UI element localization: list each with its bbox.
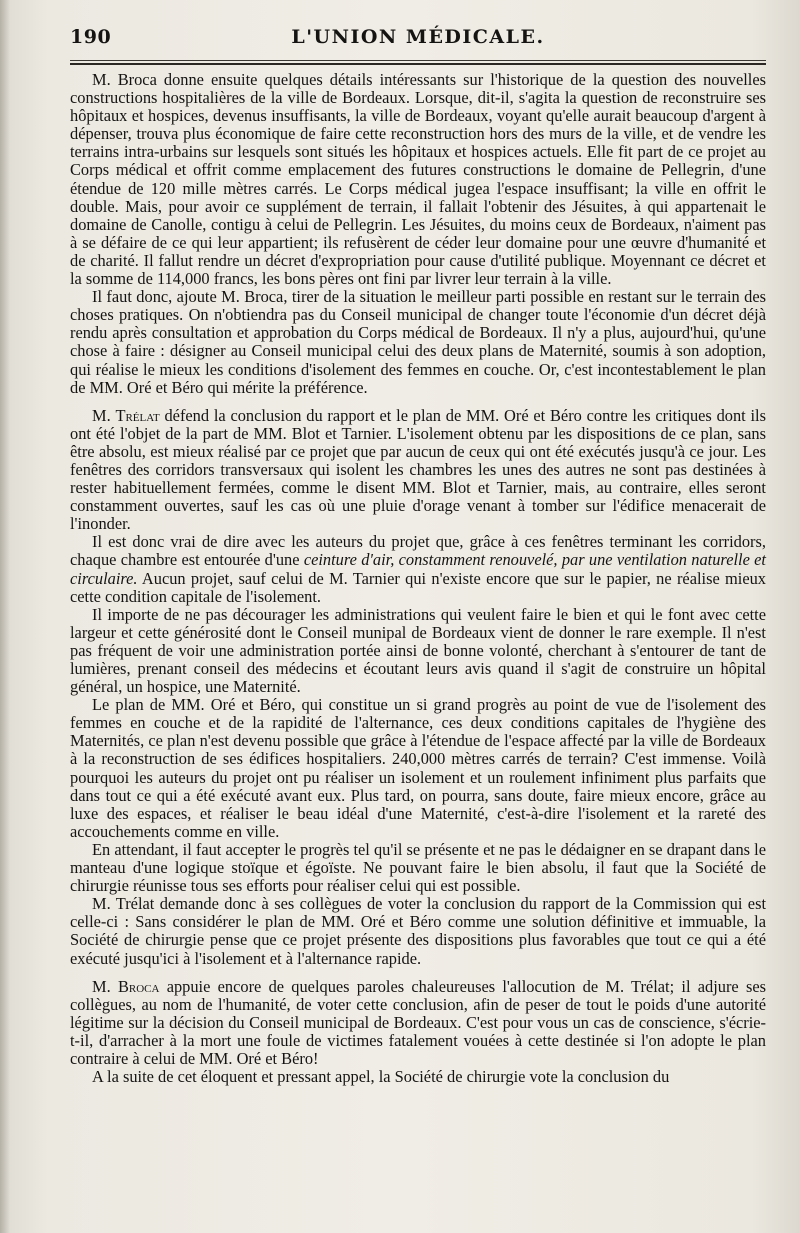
header-rule bbox=[70, 60, 766, 65]
text-run: Il importe de ne pas décourager les administrations qui veulent faire le bien et qui le font avec cette largeur et cette générosité dont le Conseil munipal de Bordeaux vient de donner le rare exemple. Il n'est pas fréquent de voir une administration portée ainsi de bonne volonté, cherchant à s'entourer de tant de lumières, prenant conseil des médecins et écoutant leurs avis quand il s'agit de construire un hôpital général, un hospice, une Maternité. bbox=[70, 604, 766, 697]
page-number: 190 bbox=[70, 26, 112, 48]
italic-quote: ceinture d'air, constamment renouvelé, par une ventilation naturelle et circulaire. bbox=[70, 550, 766, 588]
paragraph bbox=[70, 533, 766, 605]
paragraph bbox=[70, 895, 766, 967]
binding-shadow bbox=[0, 0, 10, 1233]
paragraph bbox=[70, 288, 766, 397]
text-run: appuie encore de quelques paroles chaleureuses l'allocution de M. Trélat; il adjure ses collègues, au nom de l'humanité, de voter cette conclusion, afin de peser de tout le poids d'une autorité légitime sur la décision du Conseil municipal de Bordeaux. C'est pour vous un cas de conscience, s'écrie-t-il, d'arracher à la mort une foule de victimes fatalement vouées à cette destinée si l'on adopte le plan contraire à celui de MM. Oré et Béro! bbox=[70, 976, 766, 1068]
text-run: M. bbox=[92, 405, 116, 425]
speaker-name: Broca bbox=[117, 976, 160, 996]
text-run: M. Broca donne ensuite quelques détails intéressants sur l'historique de la question des nouvelles constructions hospitalières de la ville de Bordeaux. Lorsque, dit-il, s'agita la question de reconstruire ses hôpitaux et hospices, devenus insuffisants, la ville de Bordeaux, voyant qu'elle aurait beaucoup d'argent à dépenser, trouva plus économique de faire cette reconstruction hors des murs de la ville, et de vendre les terrains intra-urbains sur lesquels sont situés les hôpitaux et hospices actuels. Elle fit part de ce projet au Corps médical et offrit comme emplacement des futures constructions le domaine de Pellegrin, d'une étendue de 120 mille mètres carrés. Le Corps médical jugea l'espace insuffisant; la ville en offrit le double. Mais, pour avoir ce supplément de terrain, il fallait l'obtenir des Jésuites, à qui appartenait le domaine de Canolle, contigu à celui de Pellegrin. Les Jésuites, du moins ceux de Bordeaux, n'aiment pas à se défaire de ce qui leur appartient; ils refusèrent de céder leur domaine pour une œuvre d'humanité et de charité. Il fallut rendre un décret d'expropriation pour cause d'utilité publique. Moyennant ce décret et la somme de 114,000 francs, les bons pères ont fini par livrer leur terrain à la ville. bbox=[70, 70, 766, 289]
text-run: M. Trélat demande donc à ses collègues de voter la conclusion du rapport de la Commission qui est celle-ci : Sans considérer le plan de MM. Oré et Béro comme une solution définitive et immuable, la Société de chirurgie pense que ce projet présente des dispositions plus favorables que tout ce qui a été exécuté jusqu'ici à l'isolement et à l'alternance rapide. bbox=[70, 894, 766, 968]
paragraph bbox=[70, 978, 766, 1068]
text-run: défend la conclusion du rapport et le plan de MM. Oré et Béro contre les critiques dont ils ont été l'objet de la part de MM. Blot et Tarnier. L'isolement obtenu par les dispositions de ce plan, sans être absolu, est mieux réalisé par ce projet que par aucun de ceux qui ont été exécutés jusqu'à ce jour. Les fenêtres des corridors transversaux qui isolent les chambres les unes des autres ne sont pas destinées à rester habituellement fermées, comme le disent MM. Blot et Tarnier, mais, au contraire, elles seront constamment ouvertes, sauf les cas où une pluie d'orage venant à tomber sur l'édifice menacerait de l'inonder. bbox=[70, 405, 766, 534]
paragraph bbox=[70, 1068, 766, 1086]
paragraph bbox=[70, 696, 766, 841]
paragraph bbox=[70, 606, 766, 696]
paragraph bbox=[70, 407, 766, 534]
speaker-name: Trélat bbox=[115, 405, 160, 425]
paragraph bbox=[70, 841, 766, 895]
text-run: Aucun projet, sauf celui de M. Tarnier qui n'existe encore que sur le papier, ne réalise mieux cette condition capitale de l'isolement. bbox=[70, 568, 766, 606]
text-run: M. bbox=[92, 976, 118, 996]
text-run: En attendant, il faut accepter le progrès tel qu'il se présente et ne pas le dédaigner en se drapant dans le manteau d'une logique stoïque et égoïste. Ne pouvant faire le bien absolu, il faut que la Société de chirurgie réunisse tous ses efforts pour réaliser celui qui est possible. bbox=[70, 839, 766, 896]
text-run: Il faut donc, ajoute M. Broca, tirer de la situation le meilleur parti possible en restant sur le terrain des choses pratiques. On n'obtiendra pas du Conseil municipal de changer toute l'économie d'un décret déjà rendu après consultation et approbation du Corps médical de Bordeaux. Il n'y a plus, aujourd'hui, qu'une chose à faire : désigner au Conseil municipal celui des deux plans de Maternité, soumis à son adoption, qui réalise le mieux les conditions d'isolement des femmes en couche. Or, c'est incontestablement le plan de MM. Oré et Béro qui mérite la préférence. bbox=[70, 287, 766, 397]
paragraph bbox=[70, 71, 766, 288]
text-run: A la suite de cet éloquent et pressant appel, la Société de chirurgie vote la conclusion du bbox=[92, 1067, 670, 1087]
text-run: Il est donc vrai de dire avec les auteurs du projet que, grâce à ces fenêtres terminant les corridors, chaque chambre est entourée d'une bbox=[70, 532, 766, 570]
running-head bbox=[70, 22, 766, 52]
journal-title: L'UNION MÉDICALE. bbox=[291, 26, 545, 48]
text-run: Le plan de MM. Oré et Béro, qui constitue un si grand progrès au point de vue de l'isolement des femmes en couche et de la rapidité de l'alternance, ces deux conditions capitales de l'hygiène des Maternités, ce plan n'est devenu possible que grâce à l'étendue de l'espace affecté par la ville de Bordeaux à la reconstruction de ses édifices hospitaliers. 240,000 mètres carrés de terrain? C'est immense. Voilà pourquoi les auteurs du projet ont pu réaliser un isolement et un roulement infiniment plus parfaits que dans tout ce qui a été exécuté avant eux. Plus tard, on pourra, sans doute, faire mieux encore, grâce au luxe des espaces, et réaliser le beau idéal d'une Maternité, c'est-à-dire l'isolement et la rareté des accouchements comme en ville. bbox=[70, 695, 766, 841]
article-body bbox=[70, 71, 766, 1086]
